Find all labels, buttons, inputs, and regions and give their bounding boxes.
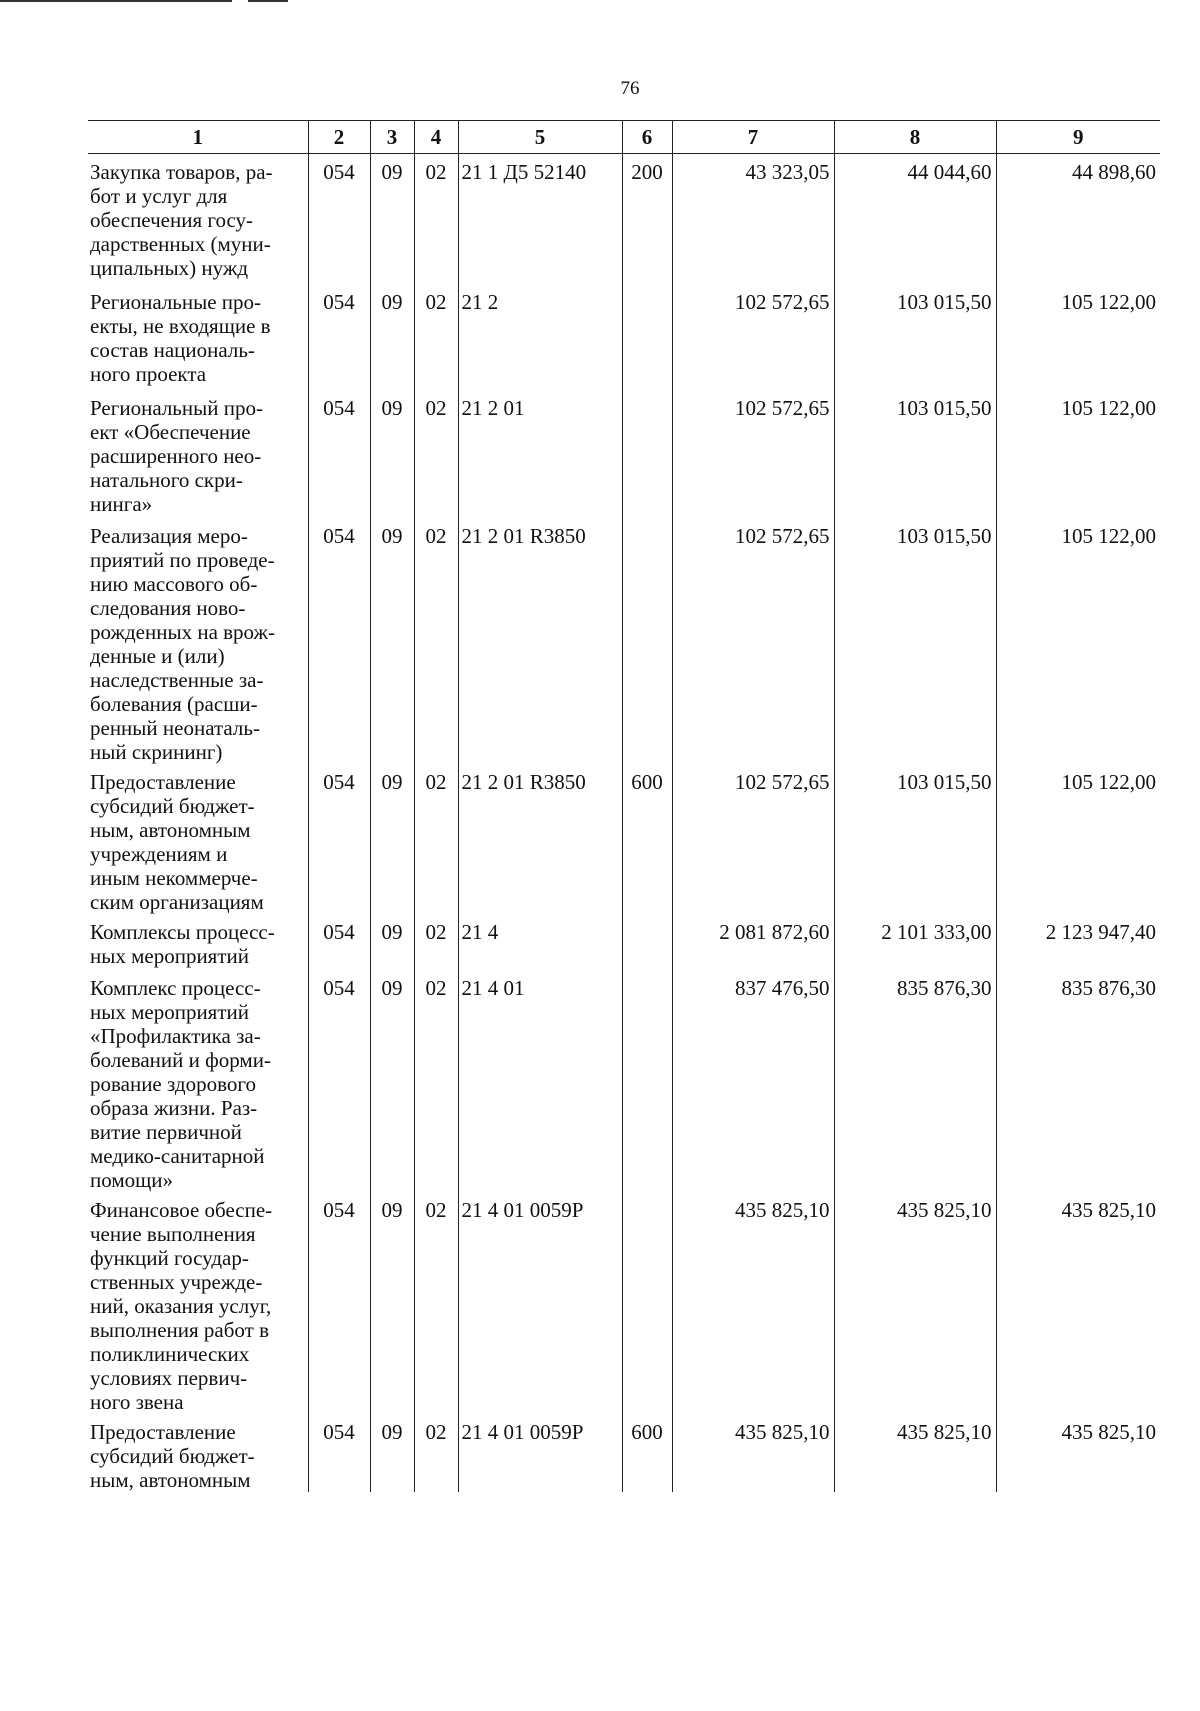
page-number: 76 <box>620 78 640 99</box>
row-code-6: 600 <box>622 1414 672 1492</box>
row-value-9: 44 898,60 <box>996 154 1160 284</box>
header-col-3: 3 <box>370 121 414 154</box>
row-code-3: 09 <box>370 1414 414 1492</box>
row-code-5: 21 4 01 0059Р <box>458 1192 622 1414</box>
row-code-3: 09 <box>370 154 414 284</box>
row-name: Комплексы процесс- ных мероприятий <box>90 919 275 968</box>
row-value-8: 835 876,30 <box>834 970 996 1192</box>
row-code-3: 09 <box>370 914 414 970</box>
row-code-3: 09 <box>370 390 414 518</box>
table-row <box>88 914 1160 970</box>
row-value-9: 105 122,00 <box>996 518 1160 764</box>
row-code-4: 02 <box>414 914 458 970</box>
header-col-5: 5 <box>458 121 622 154</box>
table-row <box>88 390 1160 518</box>
scan-edge-line-right <box>248 0 288 2</box>
row-value-9: 2 123 947,40 <box>996 914 1160 970</box>
row-name: Закупка товаров, ра- бот и услуг для обеспечения госу- дарственных (муни- ципальных) нужд <box>90 160 273 280</box>
row-code-3: 09 <box>370 970 414 1192</box>
row-code-2: 054 <box>308 154 370 284</box>
row-code-2: 054 <box>308 284 370 390</box>
header-col-2: 2 <box>308 121 370 154</box>
row-code-5: 21 4 <box>458 914 622 970</box>
row-code-2: 054 <box>308 914 370 970</box>
row-value-7: 435 825,10 <box>672 1192 834 1414</box>
row-code-3: 09 <box>370 1192 414 1414</box>
row-code-5: 21 2 <box>458 284 622 390</box>
row-code-4: 02 <box>414 284 458 390</box>
row-name: Комплекс процесс- ных мероприятий «Профилактика за- болеваний и форми- рование здорового образа жизни. Раз- витие первичной медико-санитарной помощи» <box>90 975 271 1192</box>
table-row <box>88 518 1160 764</box>
row-code-5: 21 2 01 R3850 <box>458 764 622 914</box>
row-code-4: 02 <box>414 1192 458 1414</box>
row-value-8: 2 101 333,00 <box>834 914 996 970</box>
header-row <box>88 121 1160 154</box>
table-row <box>88 1192 1160 1414</box>
header-col-9: 9 <box>996 121 1160 154</box>
header-col-4: 4 <box>414 121 458 154</box>
row-code-2: 054 <box>308 1414 370 1492</box>
row-code-5: 21 1 Д5 52140 <box>458 154 622 284</box>
table-row <box>88 1414 1160 1492</box>
budget-table <box>88 120 1160 1492</box>
table-row <box>88 154 1160 284</box>
row-name: Предоставление субсидий бюджет- ным, автономным <box>90 1419 255 1492</box>
row-code-2: 054 <box>308 970 370 1192</box>
row-code-3: 09 <box>370 764 414 914</box>
row-code-2: 054 <box>308 518 370 764</box>
row-code-6 <box>622 914 672 970</box>
row-code-2: 054 <box>308 764 370 914</box>
row-value-8: 103 015,50 <box>834 390 996 518</box>
row-value-9: 105 122,00 <box>996 284 1160 390</box>
row-code-5: 21 2 01 R3850 <box>458 518 622 764</box>
row-code-4: 02 <box>414 518 458 764</box>
row-value-8: 103 015,50 <box>834 284 996 390</box>
table-body <box>88 154 1160 1492</box>
row-code-4: 02 <box>414 764 458 914</box>
row-name: Реализация меро- приятий по проведе- нию массового об- следования ново- рожденных на врож- денные и (или) наследственные за- болевания (расши- ренный неонаталь- ный скрининг) <box>90 523 276 764</box>
row-value-7: 102 572,65 <box>672 764 834 914</box>
row-code-4: 02 <box>414 390 458 518</box>
row-code-6 <box>622 284 672 390</box>
row-code-3: 09 <box>370 284 414 390</box>
row-code-4: 02 <box>414 154 458 284</box>
row-code-5: 21 4 01 <box>458 970 622 1192</box>
row-code-2: 054 <box>308 390 370 518</box>
row-code-6 <box>622 518 672 764</box>
row-code-6: 200 <box>622 154 672 284</box>
row-value-7: 102 572,65 <box>672 390 834 518</box>
row-value-9: 435 825,10 <box>996 1414 1160 1492</box>
header-col-6: 6 <box>622 121 672 154</box>
table-row <box>88 284 1160 390</box>
row-code-5: 21 4 01 0059Р <box>458 1414 622 1492</box>
row-code-3: 09 <box>370 518 414 764</box>
row-value-7: 2 081 872,60 <box>672 914 834 970</box>
header-col-8: 8 <box>834 121 996 154</box>
row-code-4: 02 <box>414 970 458 1192</box>
scan-edge-line-left <box>0 0 232 2</box>
row-name: Финансовое обеспе- чение выполнения функций государ- ственных учрежде- ний, оказания услуг, выполнения работ в поликлинических условиях первич- ного звена <box>90 1197 273 1414</box>
row-value-8: 435 825,10 <box>834 1192 996 1414</box>
row-code-4: 02 <box>414 1414 458 1492</box>
row-value-9: 835 876,30 <box>996 970 1160 1192</box>
row-value-8: 435 825,10 <box>834 1414 996 1492</box>
row-value-9: 105 122,00 <box>996 764 1160 914</box>
row-name: Предоставление субсидий бюджет- ным, автономным учреждениям и иным некоммерче- ским организациям <box>90 769 264 914</box>
row-code-6 <box>622 390 672 518</box>
row-value-8: 44 044,60 <box>834 154 996 284</box>
header-col-7: 7 <box>672 121 834 154</box>
row-name: Региональный про- ект «Обеспечение расширенного нео- натального скри- нинга» <box>90 395 263 516</box>
table-row <box>88 970 1160 1192</box>
table-header <box>88 121 1160 154</box>
row-value-7: 435 825,10 <box>672 1414 834 1492</box>
row-code-6: 600 <box>622 764 672 914</box>
row-name: Региональные про- екты, не входящие в состав националь- ного проекта <box>90 289 271 386</box>
row-value-9: 435 825,10 <box>996 1192 1160 1414</box>
row-value-8: 103 015,50 <box>834 518 996 764</box>
row-value-8: 103 015,50 <box>834 764 996 914</box>
row-code-6 <box>622 1192 672 1414</box>
table-row <box>88 764 1160 914</box>
row-value-7: 837 476,50 <box>672 970 834 1192</box>
row-code-6 <box>622 970 672 1192</box>
row-code-2: 054 <box>308 1192 370 1414</box>
header-col-1: 1 <box>88 121 308 154</box>
row-value-7: 102 572,65 <box>672 518 834 764</box>
row-value-7: 43 323,05 <box>672 154 834 284</box>
row-code-5: 21 2 01 <box>458 390 622 518</box>
row-value-9: 105 122,00 <box>996 390 1160 518</box>
row-value-7: 102 572,65 <box>672 284 834 390</box>
